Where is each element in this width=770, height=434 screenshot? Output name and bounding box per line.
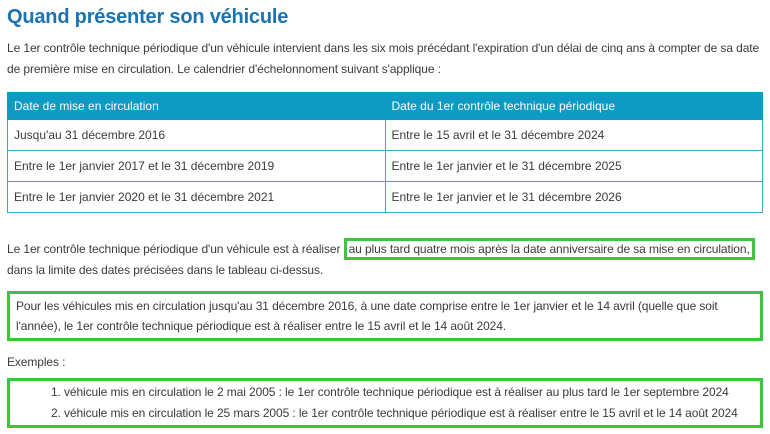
- intro-paragraph: Le 1er contrôle technique périodique d'un véhicule intervient dans les six mois précédant l'expiration d'un délai de cinq ans à compter de sa date de première mise en circulation. Le calendrier d'échelonnoment suivant s'applique :: [7, 41, 760, 76]
- example-item: 1. véhicule mis en circulation le 2 mai 2005 : le 1er contrôle technique périodique est à réaliser au plus tard le 1er septembre 2024: [64, 382, 754, 403]
- highlight-box-april-rule: [7, 291, 763, 341]
- table-cell: Entre le 1er janvier et le 31 décembre 2026: [385, 182, 763, 213]
- table-row: [8, 151, 763, 182]
- deadline-text-before: Le 1er contrôle technique périodique d'un véhicule est à réaliser: [7, 242, 344, 256]
- table-cell: Entre le 15 avril et le 31 décembre 2024: [385, 120, 763, 151]
- table-cell: Jusqu'au 31 décembre 2016: [8, 120, 386, 151]
- highlight-box-deadline-phrase: au plus tard quatre mois après la date anniversaire de sa mise en circulation,: [344, 238, 755, 260]
- table-header-row: [8, 93, 763, 120]
- example-item: 2. véhicule mis en circulation le 25 mars 2005 : le 1er contrôle technique périodique est à réaliser entre le 15 avril et le 14 août 2024: [64, 403, 754, 424]
- column-header-controle-technique: Date du 1er contrôle technique périodique: [385, 93, 763, 120]
- examples-label: Exemples :: [7, 355, 66, 369]
- schedule-table: [7, 92, 763, 213]
- april-rule-paragraph: Pour les véhicules mis en circulation jusqu'au 31 décembre 2016, à une date comprise entre le 1er janvier et le 14 avril (quelle que soit l'année), le 1er contrôle technique périodique est à réaliser entre le 15 avril et le 14 août 2024.: [16, 299, 718, 333]
- table-cell: Entre le 1er janvier 2017 et le 31 décembre 2019: [8, 151, 386, 182]
- deadline-text-after: dans la limite des dates précisées dans le tableau ci-dessus.: [7, 263, 324, 277]
- table-row: [8, 182, 763, 213]
- highlight-box-examples: [7, 378, 763, 428]
- table-cell: Entre le 1er janvier 2020 et le 31 décembre 2021: [8, 182, 386, 213]
- table-cell: Entre le 1er janvier et le 31 décembre 2025: [385, 151, 763, 182]
- table-row: [8, 120, 763, 151]
- page-title: Quand présenter son véhicule: [7, 6, 289, 28]
- column-header-mise-en-circulation: Date de mise en circulation: [8, 93, 386, 120]
- deadline-paragraph: [7, 239, 763, 281]
- examples-list: [16, 382, 754, 424]
